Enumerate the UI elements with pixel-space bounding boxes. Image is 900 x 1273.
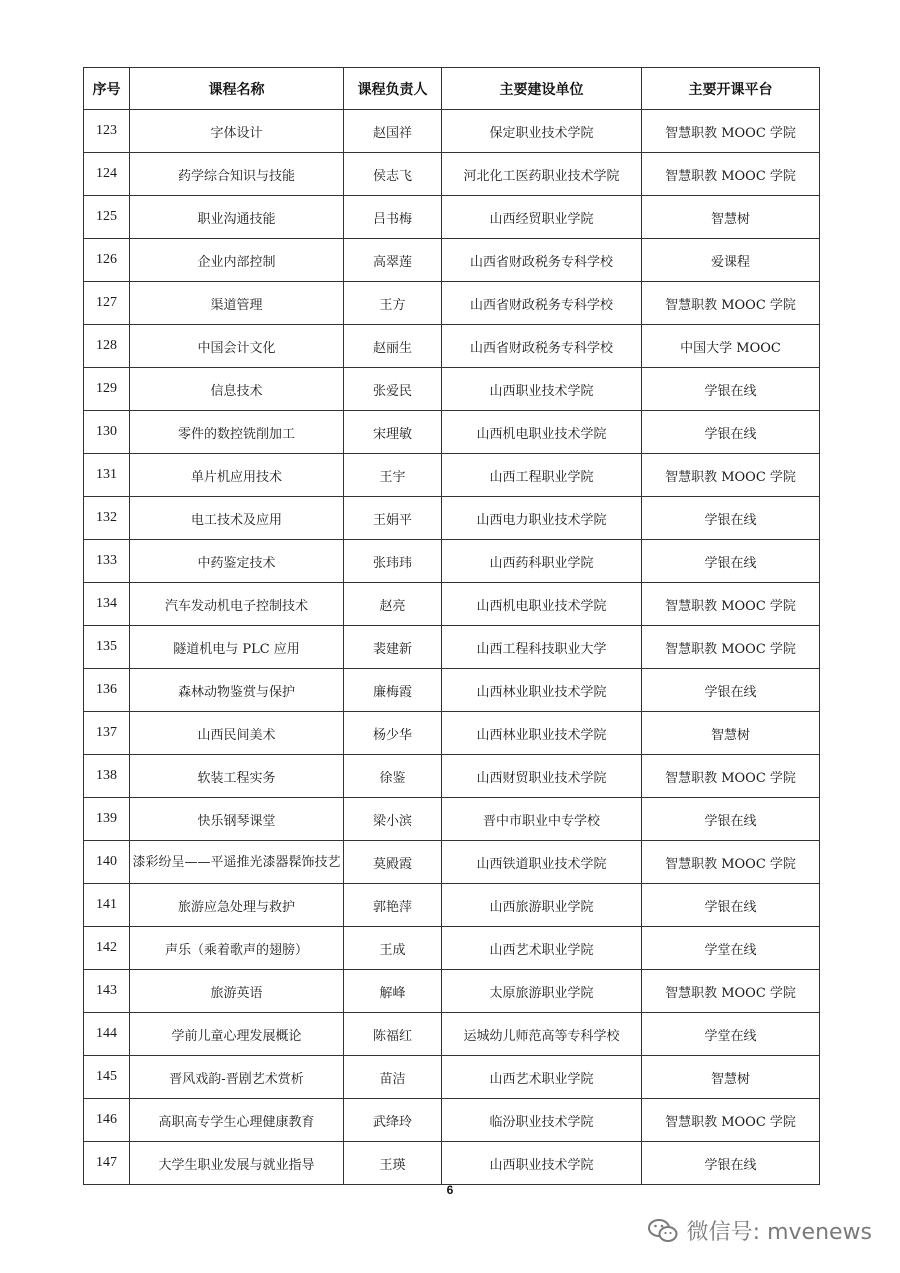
course-name: 大学生职业发展与就业指导 [130,1142,344,1185]
institution: 山西电力职业技术学院 [442,497,642,540]
table-row [84,325,820,368]
course-name: 旅游应急处理与救护 [130,884,344,927]
course-table [83,67,820,1185]
course-lead: 赵国祥 [344,110,442,153]
course-name: 汽车发动机电子控制技术 [130,583,344,626]
course-lead: 赵丽生 [344,325,442,368]
platform: 学银在线 [642,669,820,712]
institution: 山西药科职业学院 [442,540,642,583]
institution: 山西工程科技职业大学 [442,626,642,669]
row-index: 132 [84,497,130,540]
platform: 智慧职教 MOOC 学院 [642,153,820,196]
institution: 山西经贸职业学院 [442,196,642,239]
institution: 山西省财政税务专科学校 [442,282,642,325]
row-index: 128 [84,325,130,368]
row-index: 140 [84,841,130,884]
institution: 山西职业技术学院 [442,1142,642,1185]
institution: 临汾职业技术学院 [442,1099,642,1142]
row-index: 147 [84,1142,130,1185]
institution: 太原旅游职业学院 [442,970,642,1013]
course-lead: 张玮玮 [344,540,442,583]
course-lead: 张爱民 [344,368,442,411]
row-index: 124 [84,153,130,196]
row-index: 131 [84,454,130,497]
table-row [84,368,820,411]
course-name: 职业沟通技能 [130,196,344,239]
course-name: 中国会计文化 [130,325,344,368]
institution: 运城幼儿师范高等专科学校 [442,1013,642,1056]
platform: 智慧职教 MOOC 学院 [642,454,820,497]
header-course-lead: 课程负责人 [344,68,442,110]
row-index: 136 [84,669,130,712]
course-name: 字体设计 [130,110,344,153]
course-name: 森林动物鉴赏与保护 [130,669,344,712]
table-row [84,798,820,841]
course-name: 隧道机电与 PLC 应用 [130,626,344,669]
course-lead: 吕书梅 [344,196,442,239]
platform: 学银在线 [642,540,820,583]
course-lead: 王方 [344,282,442,325]
platform: 智慧职教 MOOC 学院 [642,841,820,884]
platform: 学堂在线 [642,927,820,970]
institution: 山西艺术职业学院 [442,927,642,970]
platform: 智慧职教 MOOC 学院 [642,583,820,626]
table-row [84,1142,820,1185]
platform: 智慧职教 MOOC 学院 [642,626,820,669]
watermark [647,1215,872,1246]
course-lead: 莫殿霞 [344,841,442,884]
table-row [84,755,820,798]
course-name: 药学综合知识与技能 [130,153,344,196]
platform: 智慧树 [642,196,820,239]
course-lead: 高翠莲 [344,239,442,282]
row-index: 135 [84,626,130,669]
table-row [84,196,820,239]
row-index: 125 [84,196,130,239]
course-name: 渠道管理 [130,282,344,325]
institution: 晋中市职业中专学校 [442,798,642,841]
course-lead: 王娟平 [344,497,442,540]
row-index: 127 [84,282,130,325]
course-name: 漆彩纷呈——平遥推光漆器髹饰技艺 [130,841,344,884]
row-index: 123 [84,110,130,153]
table-row [84,411,820,454]
platform: 智慧树 [642,1056,820,1099]
table-row [84,153,820,196]
table-row [84,970,820,1013]
table-row [84,626,820,669]
watermark-text: 微信号: mvenews [686,1220,872,1245]
platform: 智慧职教 MOOC 学院 [642,110,820,153]
course-name: 快乐钢琴课堂 [130,798,344,841]
header-index: 序号 [84,68,130,110]
row-index: 137 [84,712,130,755]
course-name: 学前儿童心理发展概论 [130,1013,344,1056]
wechat-icon [647,1217,679,1245]
institution: 保定职业技术学院 [442,110,642,153]
course-lead: 廉梅霞 [344,669,442,712]
platform: 爱课程 [642,239,820,282]
platform: 学银在线 [642,798,820,841]
institution: 河北化工医药职业技术学院 [442,153,642,196]
row-index: 139 [84,798,130,841]
row-index: 126 [84,239,130,282]
institution: 山西铁道职业技术学院 [442,841,642,884]
row-index: 142 [84,927,130,970]
course-lead: 王宇 [344,454,442,497]
course-lead: 郭艳萍 [344,884,442,927]
row-index: 133 [84,540,130,583]
table-row [84,583,820,626]
course-lead: 杨少华 [344,712,442,755]
row-index: 145 [84,1056,130,1099]
institution: 山西职业技术学院 [442,368,642,411]
row-index: 138 [84,755,130,798]
table-row [84,669,820,712]
row-index: 146 [84,1099,130,1142]
institution: 山西省财政税务专科学校 [442,325,642,368]
course-lead: 徐鉴 [344,755,442,798]
course-name: 晋风戏韵-晋剧艺术赏析 [130,1056,344,1099]
row-index: 143 [84,970,130,1013]
table-row [84,927,820,970]
table-row [84,239,820,282]
row-index: 130 [84,411,130,454]
institution: 山西林业职业技术学院 [442,669,642,712]
course-lead: 武绛玲 [344,1099,442,1142]
platform: 智慧树 [642,712,820,755]
platform: 中国大学 MOOC [642,325,820,368]
course-lead: 侯志飞 [344,153,442,196]
course-lead: 赵亮 [344,583,442,626]
platform: 学银在线 [642,497,820,540]
course-name: 零件的数控铣削加工 [130,411,344,454]
row-index: 144 [84,1013,130,1056]
course-lead: 梁小滨 [344,798,442,841]
table-row [84,1099,820,1142]
table-row [84,884,820,927]
institution: 山西机电职业技术学院 [442,583,642,626]
table-row [84,540,820,583]
table-row [84,1013,820,1056]
platform: 学堂在线 [642,1013,820,1056]
table-row [84,110,820,153]
table-row [84,1056,820,1099]
table-row [84,841,820,884]
course-name: 企业内部控制 [130,239,344,282]
platform: 学银在线 [642,1142,820,1185]
course-name: 声乐（乘着歌声的翅膀） [130,927,344,970]
table-row [84,712,820,755]
row-index: 129 [84,368,130,411]
institution: 山西工程职业学院 [442,454,642,497]
platform: 智慧职教 MOOC 学院 [642,1099,820,1142]
course-lead: 裴建新 [344,626,442,669]
course-lead: 解峰 [344,970,442,1013]
platform: 学银在线 [642,411,820,454]
table-row [84,282,820,325]
course-name: 山西民间美术 [130,712,344,755]
course-name: 单片机应用技术 [130,454,344,497]
course-lead: 苗洁 [344,1056,442,1099]
course-lead: 王瑛 [344,1142,442,1185]
platform: 智慧职教 MOOC 学院 [642,970,820,1013]
platform: 学银在线 [642,368,820,411]
institution: 山西机电职业技术学院 [442,411,642,454]
table-row [84,497,820,540]
institution: 山西林业职业技术学院 [442,712,642,755]
page-number: 6 [446,1183,454,1197]
course-lead: 陈福红 [344,1013,442,1056]
table-body [84,110,820,1185]
table-header-row [84,68,820,110]
row-index: 134 [84,583,130,626]
course-name: 中药鉴定技术 [130,540,344,583]
header-institution: 主要建设单位 [442,68,642,110]
course-lead: 王成 [344,927,442,970]
platform: 学银在线 [642,884,820,927]
institution: 山西旅游职业学院 [442,884,642,927]
course-name: 旅游英语 [130,970,344,1013]
platform: 智慧职教 MOOC 学院 [642,755,820,798]
course-name: 高职高专学生心理健康教育 [130,1099,344,1142]
course-lead: 宋理敏 [344,411,442,454]
table-row [84,454,820,497]
course-name: 信息技术 [130,368,344,411]
header-course-name: 课程名称 [130,68,344,110]
row-index: 141 [84,884,130,927]
course-name: 电工技术及应用 [130,497,344,540]
course-name: 软装工程实务 [130,755,344,798]
institution: 山西财贸职业技术学院 [442,755,642,798]
platform: 智慧职教 MOOC 学院 [642,282,820,325]
institution: 山西艺术职业学院 [442,1056,642,1099]
institution: 山西省财政税务专科学校 [442,239,642,282]
header-platform: 主要开课平台 [642,68,820,110]
